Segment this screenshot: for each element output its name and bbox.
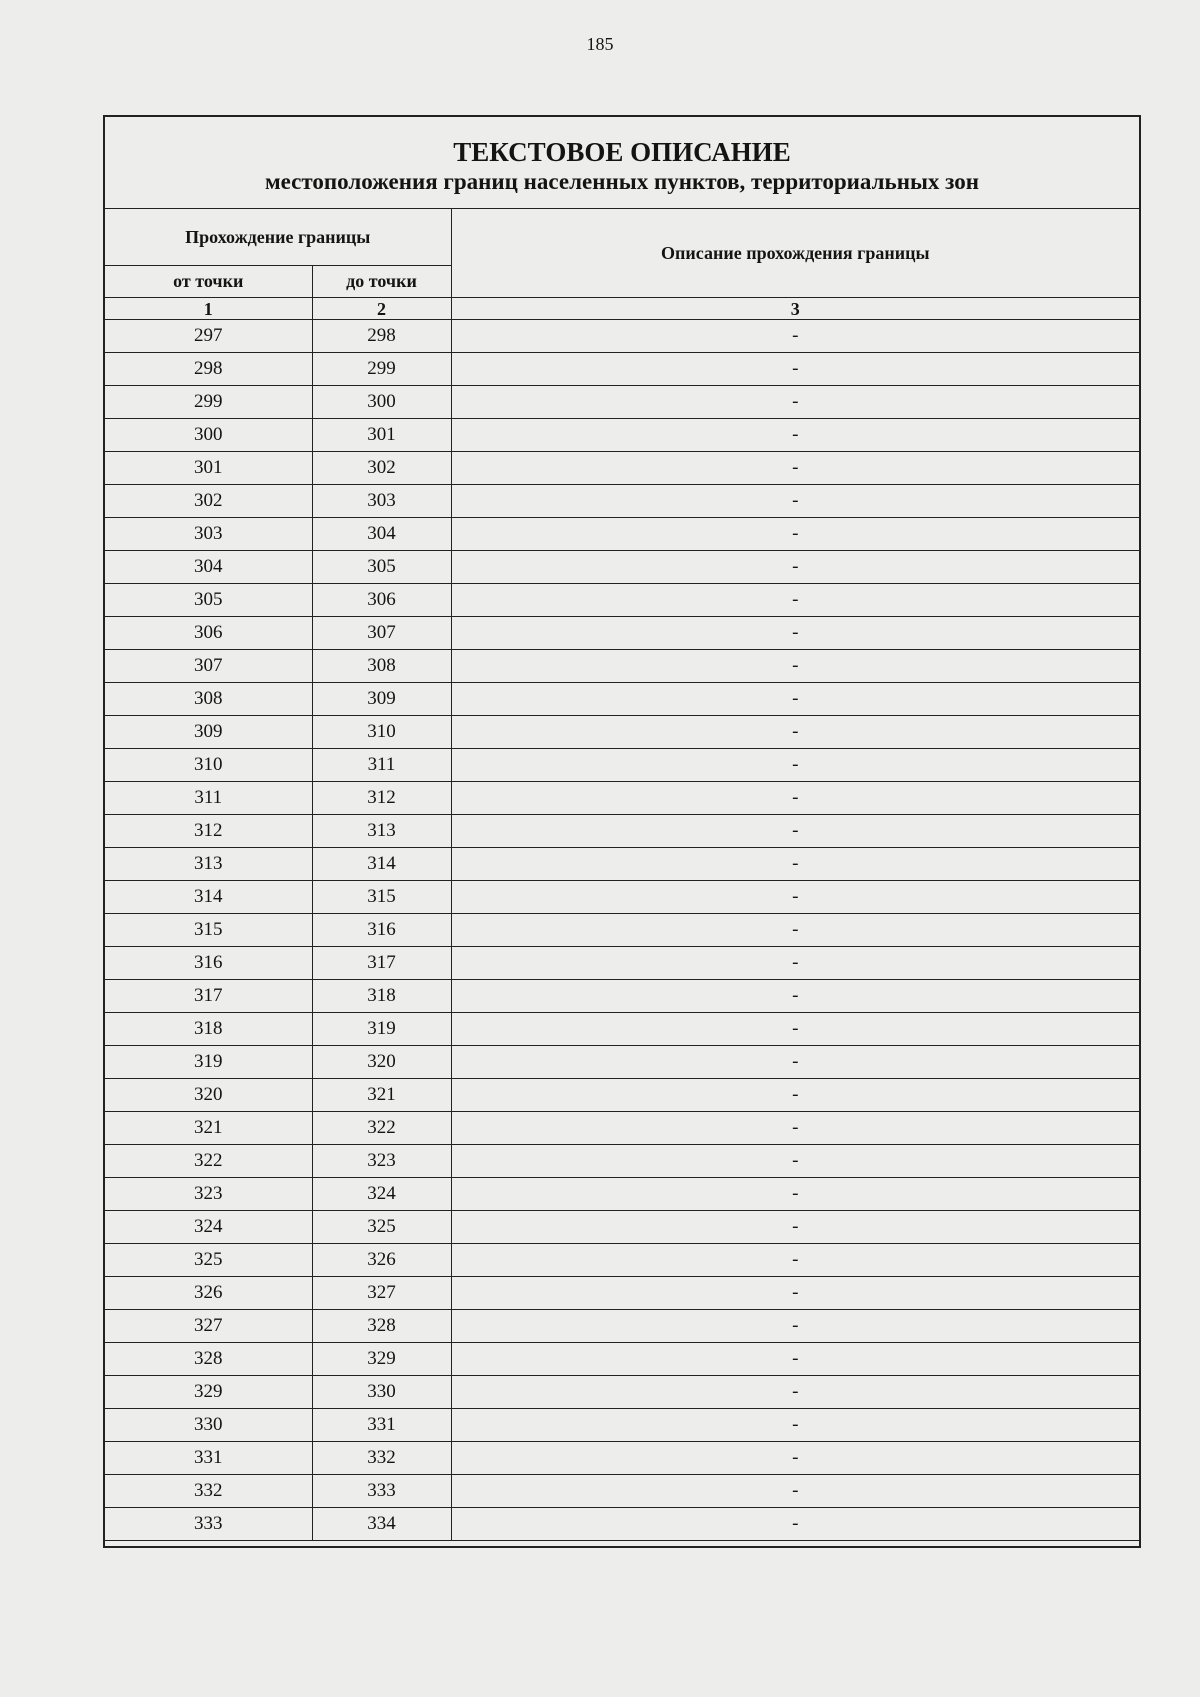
to-point-cell: 326 <box>312 1244 451 1277</box>
description-cell: - <box>451 815 1140 848</box>
table-row <box>104 320 1140 353</box>
description-cell: - <box>451 881 1140 914</box>
from-point-cell: 325 <box>104 1244 312 1277</box>
table-row <box>104 1079 1140 1112</box>
table-row <box>104 749 1140 782</box>
from-point-cell: 308 <box>104 683 312 716</box>
table-row <box>104 1277 1140 1310</box>
description-cell: - <box>451 452 1140 485</box>
to-point-cell: 327 <box>312 1277 451 1310</box>
from-point-cell: 331 <box>104 1442 312 1475</box>
from-point-cell: 328 <box>104 1343 312 1376</box>
description-cell: - <box>451 1409 1140 1442</box>
from-point-cell: 327 <box>104 1310 312 1343</box>
to-point-cell: 318 <box>312 980 451 1013</box>
to-point-cell: 311 <box>312 749 451 782</box>
to-point-cell: 309 <box>312 683 451 716</box>
description-cell: - <box>451 782 1140 815</box>
table-row <box>104 485 1140 518</box>
table-row <box>104 452 1140 485</box>
from-point-cell: 298 <box>104 353 312 386</box>
description-cell: - <box>451 485 1140 518</box>
description-cell: - <box>451 584 1140 617</box>
from-point-cell: 322 <box>104 1145 312 1178</box>
from-point-cell: 332 <box>104 1475 312 1508</box>
table-row <box>104 1475 1140 1508</box>
description-cell: - <box>451 749 1140 782</box>
to-point-cell: 323 <box>312 1145 451 1178</box>
table-row <box>104 584 1140 617</box>
from-point-cell: 324 <box>104 1211 312 1244</box>
from-point-cell: 304 <box>104 551 312 584</box>
table-row <box>104 1409 1140 1442</box>
to-point-cell: 321 <box>312 1079 451 1112</box>
to-point-cell: 319 <box>312 1013 451 1046</box>
to-point-cell: 313 <box>312 815 451 848</box>
to-point-cell: 329 <box>312 1343 451 1376</box>
to-point-cell: 310 <box>312 716 451 749</box>
description-cell: - <box>451 1475 1140 1508</box>
from-point-cell: 323 <box>104 1178 312 1211</box>
from-point-cell: 316 <box>104 947 312 980</box>
description-cell: - <box>451 1244 1140 1277</box>
header-passage: Прохождение границы <box>104 209 451 266</box>
table-row <box>104 815 1140 848</box>
description-cell: - <box>451 1277 1140 1310</box>
table-row <box>104 518 1140 551</box>
from-point-cell: 318 <box>104 1013 312 1046</box>
table-bottom-spacer-cell <box>104 1541 1140 1548</box>
table-row <box>104 782 1140 815</box>
from-point-cell: 307 <box>104 650 312 683</box>
header-to-point: до точки <box>312 266 451 298</box>
from-point-cell: 305 <box>104 584 312 617</box>
description-cell: - <box>451 419 1140 452</box>
table-row <box>104 1244 1140 1277</box>
description-cell: - <box>451 617 1140 650</box>
description-cell: - <box>451 650 1140 683</box>
to-point-cell: 328 <box>312 1310 451 1343</box>
table-row <box>104 650 1140 683</box>
from-point-cell: 319 <box>104 1046 312 1079</box>
to-point-cell: 298 <box>312 320 451 353</box>
table-row <box>104 1376 1140 1409</box>
to-point-cell: 303 <box>312 485 451 518</box>
description-cell: - <box>451 551 1140 584</box>
to-point-cell: 299 <box>312 353 451 386</box>
table-row <box>104 1310 1140 1343</box>
table-row <box>104 1046 1140 1079</box>
table-row <box>104 1211 1140 1244</box>
column-number-1: 1 <box>104 298 312 320</box>
description-cell: - <box>451 1046 1140 1079</box>
to-point-cell: 332 <box>312 1442 451 1475</box>
table-row <box>104 848 1140 881</box>
description-cell: - <box>451 1079 1140 1112</box>
from-point-cell: 329 <box>104 1376 312 1409</box>
from-point-cell: 297 <box>104 320 312 353</box>
to-point-cell: 331 <box>312 1409 451 1442</box>
table-row <box>104 980 1140 1013</box>
from-point-cell: 312 <box>104 815 312 848</box>
document-subtitle: местоположения границ населенных пунктов, территориальных зон <box>265 168 980 194</box>
header-description: Описание прохождения границы <box>451 209 1140 298</box>
table-row <box>104 386 1140 419</box>
from-point-cell: 302 <box>104 485 312 518</box>
to-point-cell: 320 <box>312 1046 451 1079</box>
from-point-cell: 330 <box>104 1409 312 1442</box>
table-row <box>104 683 1140 716</box>
description-cell: - <box>451 1211 1140 1244</box>
to-point-cell: 305 <box>312 551 451 584</box>
from-point-cell: 315 <box>104 914 312 947</box>
description-cell: - <box>451 848 1140 881</box>
from-point-cell: 309 <box>104 716 312 749</box>
from-point-cell: 301 <box>104 452 312 485</box>
table-row <box>104 617 1140 650</box>
from-point-cell: 303 <box>104 518 312 551</box>
table-row <box>104 1343 1140 1376</box>
to-point-cell: 330 <box>312 1376 451 1409</box>
to-point-cell: 301 <box>312 419 451 452</box>
table-row <box>104 914 1140 947</box>
description-cell: - <box>451 320 1140 353</box>
description-cell: - <box>451 1013 1140 1046</box>
description-cell: - <box>451 716 1140 749</box>
description-cell: - <box>451 1343 1140 1376</box>
from-point-cell: 320 <box>104 1079 312 1112</box>
table-row <box>104 1178 1140 1211</box>
header-from-point: от точки <box>104 266 312 298</box>
description-cell: - <box>451 1376 1140 1409</box>
to-point-cell: 334 <box>312 1508 451 1541</box>
from-point-cell: 306 <box>104 617 312 650</box>
table-row <box>104 1013 1140 1046</box>
table-title-cell <box>104 116 1140 209</box>
to-point-cell: 324 <box>312 1178 451 1211</box>
to-point-cell: 304 <box>312 518 451 551</box>
boundary-description-table <box>103 115 1141 1548</box>
description-cell: - <box>451 1508 1140 1541</box>
from-point-cell: 299 <box>104 386 312 419</box>
description-cell: - <box>451 353 1140 386</box>
to-point-cell: 306 <box>312 584 451 617</box>
description-cell: - <box>451 518 1140 551</box>
table-row <box>104 419 1140 452</box>
from-point-cell: 326 <box>104 1277 312 1310</box>
to-point-cell: 314 <box>312 848 451 881</box>
to-point-cell: 312 <box>312 782 451 815</box>
table-row <box>104 881 1140 914</box>
to-point-cell: 315 <box>312 881 451 914</box>
from-point-cell: 313 <box>104 848 312 881</box>
description-cell: - <box>451 914 1140 947</box>
table-row <box>104 716 1140 749</box>
to-point-cell: 316 <box>312 914 451 947</box>
document-title: ТЕКСТОВОЕ ОПИСАНИЕ <box>453 136 791 167</box>
page-number: 185 <box>586 34 614 54</box>
table-row <box>104 947 1140 980</box>
from-point-cell: 321 <box>104 1112 312 1145</box>
to-point-cell: 300 <box>312 386 451 419</box>
description-cell: - <box>451 1310 1140 1343</box>
from-point-cell: 317 <box>104 980 312 1013</box>
to-point-cell: 302 <box>312 452 451 485</box>
from-point-cell: 310 <box>104 749 312 782</box>
from-point-cell: 333 <box>104 1508 312 1541</box>
description-cell: - <box>451 1442 1140 1475</box>
table-row <box>104 353 1140 386</box>
description-cell: - <box>451 1145 1140 1178</box>
table-row <box>104 1112 1140 1145</box>
column-number-2: 2 <box>312 298 451 320</box>
description-cell: - <box>451 683 1140 716</box>
description-cell: - <box>451 1178 1140 1211</box>
description-cell: - <box>451 947 1140 980</box>
description-cell: - <box>451 386 1140 419</box>
table-row <box>104 1508 1140 1541</box>
from-point-cell: 300 <box>104 419 312 452</box>
to-point-cell: 308 <box>312 650 451 683</box>
table-row <box>104 1145 1140 1178</box>
to-point-cell: 322 <box>312 1112 451 1145</box>
to-point-cell: 307 <box>312 617 451 650</box>
table-bottom-spacer <box>104 1541 1140 1548</box>
to-point-cell: 325 <box>312 1211 451 1244</box>
table-row <box>104 551 1140 584</box>
from-point-cell: 311 <box>104 782 312 815</box>
from-point-cell: 314 <box>104 881 312 914</box>
table-row <box>104 1442 1140 1475</box>
description-cell: - <box>451 980 1140 1013</box>
to-point-cell: 317 <box>312 947 451 980</box>
to-point-cell: 333 <box>312 1475 451 1508</box>
description-cell: - <box>451 1112 1140 1145</box>
table-body <box>104 320 1140 1548</box>
column-number-3: 3 <box>451 298 1140 320</box>
